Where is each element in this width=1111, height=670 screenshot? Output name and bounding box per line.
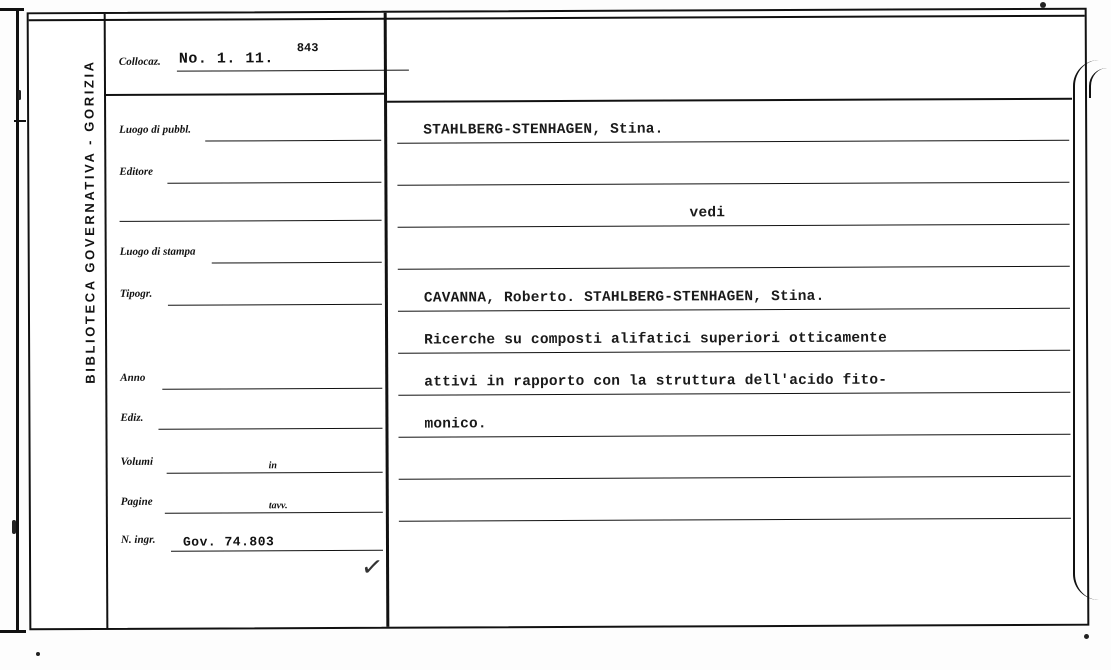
form-row-pagine	[121, 495, 383, 514]
entry-rule	[398, 392, 1070, 396]
scan-edge-tick	[14, 120, 26, 122]
entry-rule	[399, 518, 1071, 522]
entry-rule	[398, 224, 1070, 228]
adjacent-card-edge	[1073, 60, 1105, 600]
entry-rule	[399, 434, 1071, 438]
form-row-anno	[120, 371, 382, 390]
form-sublabel-in: in	[268, 460, 278, 472]
form-rule	[212, 262, 382, 264]
entry-rule	[399, 476, 1071, 480]
form-row-luogo-pubbl	[119, 123, 381, 142]
form-rule	[177, 70, 409, 72]
form-rule	[167, 182, 381, 184]
form-label-pagine: Pagine	[120, 495, 153, 508]
form-row-numero-ingresso	[121, 533, 383, 552]
form-row-volumi	[121, 455, 383, 474]
form-row-editore	[119, 165, 381, 184]
form-rule	[168, 304, 382, 306]
form-label-luogo-stampa: Luogo di stampa	[119, 245, 196, 258]
form-label-edizione: Ediz.	[120, 411, 144, 424]
call-number-superscript: 843	[296, 41, 319, 56]
scan-edge-tick	[0, 8, 24, 11]
entry-rule	[398, 350, 1070, 354]
form-row-blank	[119, 203, 381, 222]
scan-speck	[18, 90, 21, 100]
entry-heading: STAHLBERG-STENHAGEN, Stina.	[423, 121, 664, 139]
entry-title-line-2: attivi in rapporto con la struttura dell'acido fito-	[424, 372, 888, 391]
form-label-collocazione: Collocaz.	[118, 55, 161, 68]
form-label-anno: Anno	[120, 371, 146, 384]
scan-speck	[12, 520, 16, 534]
entry-rule	[397, 140, 1069, 144]
entry-title-line-1: Ricerche su composti alifatici superiori otticamente	[424, 330, 887, 349]
entry-rule	[398, 308, 1070, 312]
entry-author-line: CAVANNA, Roberto. STAHLBERG-STENHAGEN, Stina.	[423, 288, 825, 307]
card-vertical-rule-middle	[384, 13, 390, 627]
form-rule	[171, 550, 383, 552]
form-label-luogo-pubbl: Luogo di pubbl.	[119, 123, 192, 136]
form-rule	[165, 512, 383, 514]
scan-speck	[36, 652, 40, 656]
form-row-edizione	[120, 411, 382, 430]
card-vertical-rule-left	[104, 14, 109, 628]
catalog-card	[27, 8, 1090, 631]
call-number-value: No. 1. 11.	[178, 50, 274, 68]
library-name: BIBLIOTECA GOVERNATIVA - GORIZIA	[81, 59, 98, 384]
form-rule	[120, 220, 382, 222]
form-label-numero-ingresso: N. ingr.	[120, 533, 156, 546]
accession-number-value: Gov. 74.803	[182, 534, 275, 550]
form-sublabel-tavole: tavv.	[268, 500, 288, 512]
form-rule	[162, 388, 382, 390]
form-row-luogo-stampa	[120, 245, 382, 264]
form-row-tipografo	[120, 287, 382, 306]
scan-speck	[1084, 634, 1089, 639]
entry-rule	[397, 182, 1069, 186]
form-rule	[205, 140, 381, 142]
scan-edge-tick	[0, 630, 26, 633]
form-label-tipografo: Tipogr.	[119, 287, 153, 300]
scan-edge-tick	[16, 10, 19, 630]
entry-see-reference: vedi	[689, 205, 726, 222]
form-label-editore: Editore	[119, 165, 154, 178]
entry-title-line-3: monico.	[424, 416, 487, 433]
form-rule	[158, 428, 382, 430]
pencil-check-mark: ✓	[359, 551, 385, 584]
form-label-volumi: Volumi	[120, 455, 154, 468]
card-section-rule-right	[387, 98, 1072, 103]
entry-rule	[398, 266, 1070, 270]
card-section-rule	[104, 93, 386, 96]
form-rule	[167, 472, 383, 474]
